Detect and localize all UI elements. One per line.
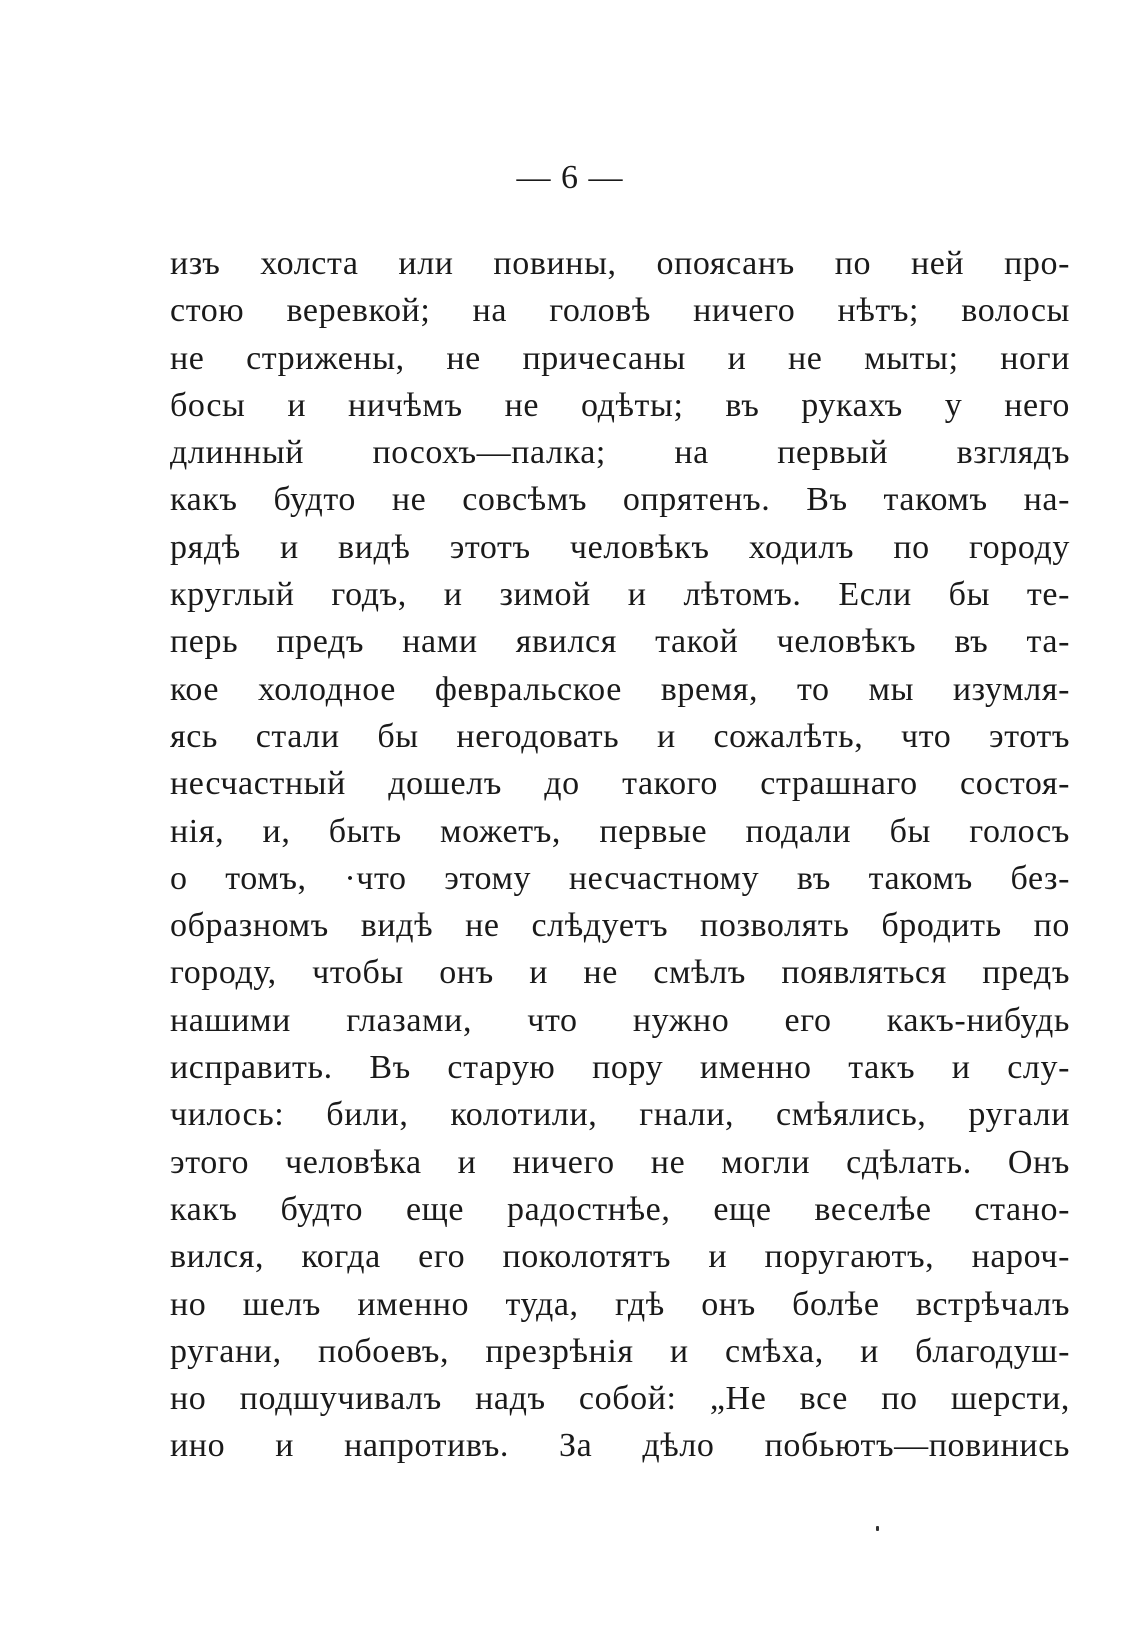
text-line: рядѣ и видѣ этотъ человѣкъ ходилъ по городу xyxy=(170,528,1070,566)
text-line: о томъ, ·что этому несчастному въ такомъ без- xyxy=(170,859,1070,897)
text-line: босы и ничѣмъ не одѣты; въ рукахъ у него xyxy=(170,386,1070,424)
text-line: кое холодное февральское время, то мы изумля- xyxy=(170,670,1070,708)
ink-speck xyxy=(876,1526,879,1531)
text-line: но шелъ именно туда, гдѣ онъ болѣе встрѣчалъ xyxy=(170,1285,1070,1323)
text-line: чилось: били, колотили, гнали, смѣялись, ругали xyxy=(170,1096,1070,1134)
text-line: стою веревкой; на головѣ ничего нѣтъ; волосы xyxy=(170,292,1070,330)
text-line: несчастный дошелъ до такого страшнаго состоя- xyxy=(170,765,1070,803)
text-line: но подшучивалъ надъ собой: „Не все по шерсти, xyxy=(170,1380,1070,1418)
text-line: длинный посохъ—палка; на первый взглядъ xyxy=(170,434,1070,472)
text-line: какъ будто не совсѣмъ опрятенъ. Въ такомъ на- xyxy=(170,481,1070,519)
text-line: изъ холста или повины, опоясанъ по ней про- xyxy=(170,245,1070,282)
text-line: какъ будто еще радостнѣе, еще веселѣе стано- xyxy=(170,1190,1070,1228)
text-line: этого человѣка и ничего не могли сдѣлать. Онъ xyxy=(170,1143,1070,1181)
body-text xyxy=(170,240,1070,1470)
text-line: ино и напротивъ. За дѣло побьютъ—повинись xyxy=(170,1427,1070,1465)
text-line: не стрижены, не причесаны и не мыты; ноги xyxy=(170,339,1070,377)
text-line: образномъ видѣ не слѣдуетъ позволять бродить по xyxy=(170,907,1070,945)
text-line: вился, когда его поколотятъ и поругаютъ, нароч- xyxy=(170,1238,1070,1276)
text-line: городу, чтобы онъ и не смѣлъ появляться предъ xyxy=(170,954,1070,992)
text-line: нія, и, быть можетъ, первые подали бы голосъ xyxy=(170,812,1070,850)
text-line: ясь стали бы негодовать и сожалѣть, что этотъ xyxy=(170,717,1070,755)
text-line: круглый годъ, и зимой и лѣтомъ. Если бы те- xyxy=(170,576,1070,614)
text-line: нашими глазами, что нужно его какъ-нибудь xyxy=(170,1001,1070,1039)
page-number: — 6 — xyxy=(516,159,624,196)
text-line: перь предъ нами явился такой человѣкъ въ та- xyxy=(170,623,1070,661)
text-line: ругани, побоевъ, презрѣнія и смѣха, и благодуш- xyxy=(170,1332,1070,1370)
text-line: исправить. Въ старую пору именно такъ и слу- xyxy=(170,1049,1070,1087)
